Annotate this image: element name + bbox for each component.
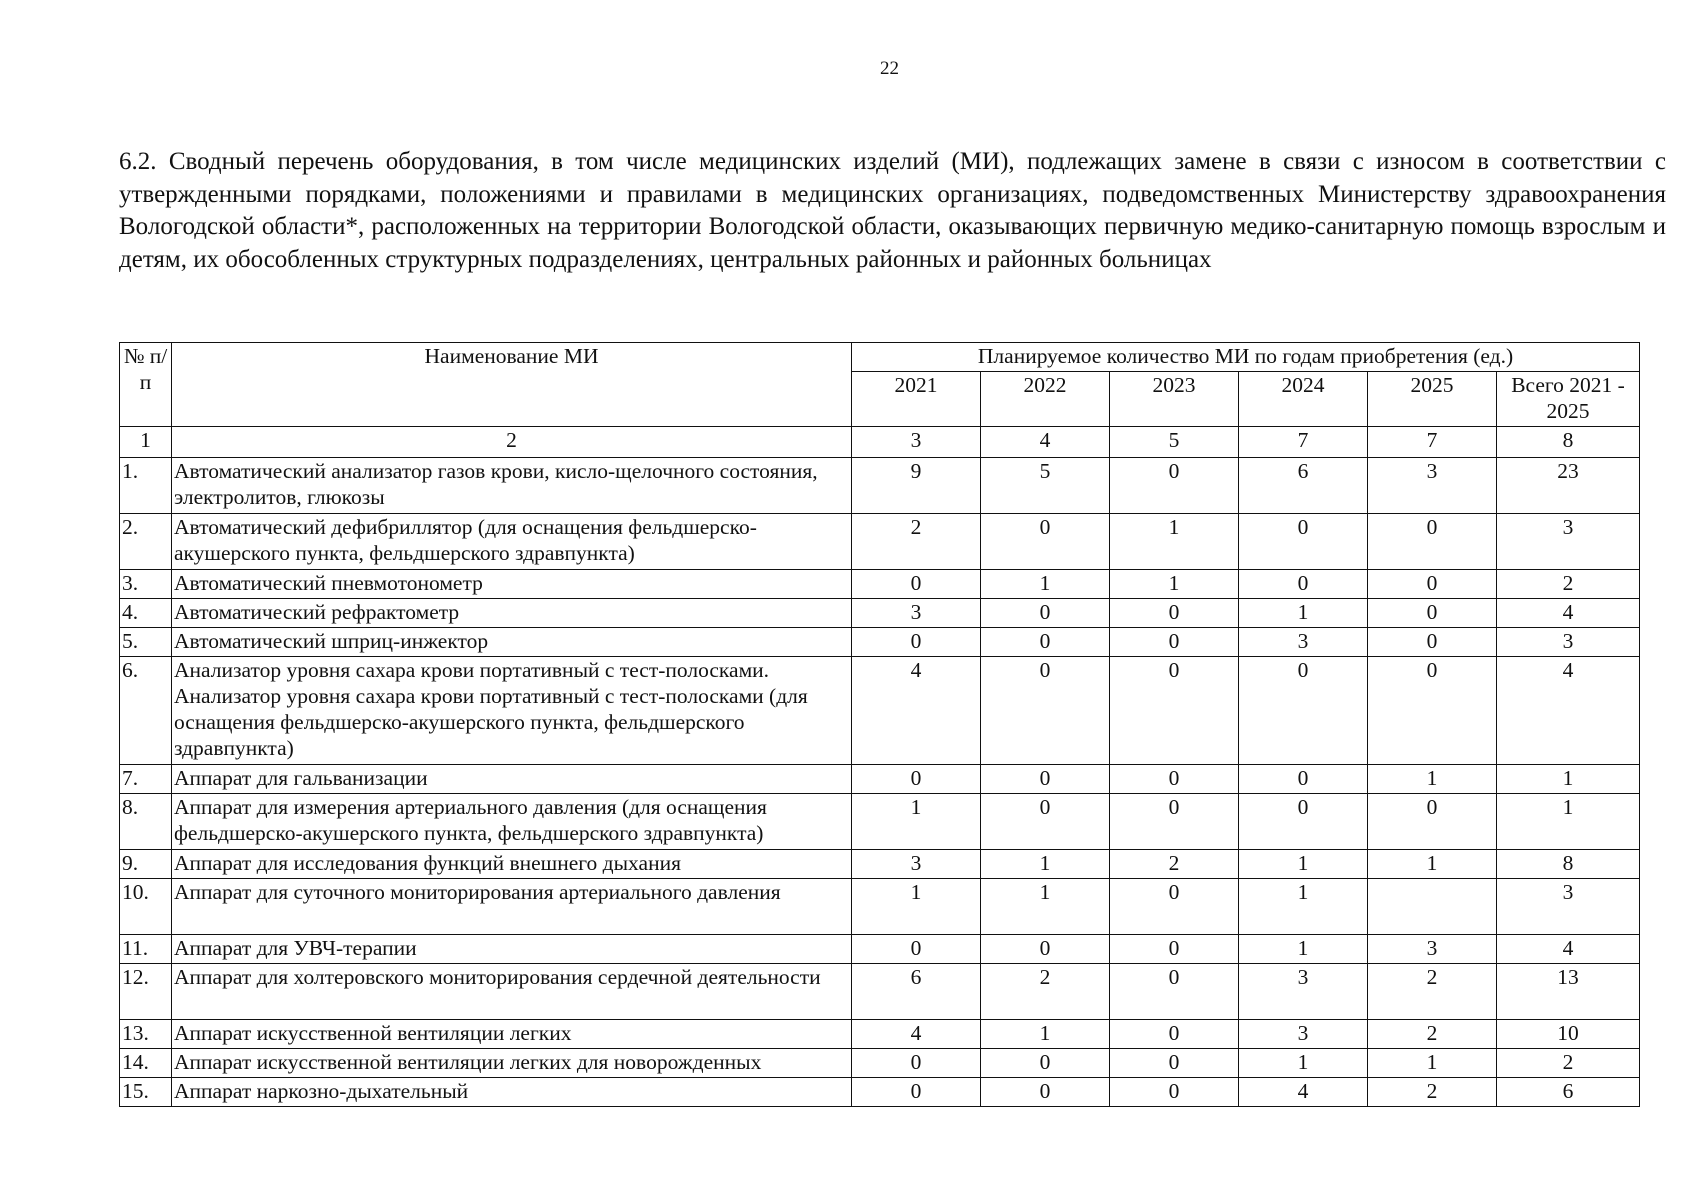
year-cell: 0 bbox=[852, 570, 981, 599]
year-cell: 2 bbox=[1110, 850, 1239, 879]
year-cell: 3 bbox=[852, 850, 981, 879]
year-cell: 3 bbox=[1239, 1020, 1368, 1049]
row-number: 10. bbox=[120, 879, 172, 935]
item-name: Аппарат для измерения артериального давления (для оснащения фельдшерско-акушерского пункта, фельдшерского здравпункта) bbox=[172, 794, 852, 850]
item-name: Анализатор уровня сахара крови портативный с тест-полосками. Анализатор уровня сахара крови портативный с тест-полосками (для оснащения фельдшерско-акушерского пункта, фельдшерского здравпункта) bbox=[172, 657, 852, 765]
item-name: Автоматический рефрактометр bbox=[172, 599, 852, 628]
year-cell: 1 bbox=[1239, 850, 1368, 879]
item-name: Автоматический анализатор газов крови, кисло-щелочного состояния, электролитов, глюкозы bbox=[172, 458, 852, 514]
total-cell: 4 bbox=[1497, 657, 1640, 765]
total-cell: 3 bbox=[1497, 879, 1640, 935]
year-cell: 1 bbox=[1239, 599, 1368, 628]
table-row bbox=[120, 1049, 1640, 1078]
year-cell: 0 bbox=[981, 1049, 1110, 1078]
row-number: 13. bbox=[120, 1020, 172, 1049]
table-row bbox=[120, 458, 1640, 514]
year-cell: 0 bbox=[981, 514, 1110, 570]
year-cell: 0 bbox=[1239, 657, 1368, 765]
item-name: Аппарат наркозно-дыхательный bbox=[172, 1078, 852, 1107]
year-cell: 1 bbox=[1239, 935, 1368, 964]
table-row bbox=[120, 794, 1640, 850]
year-cell: 3 bbox=[1368, 458, 1497, 514]
year-cell: 0 bbox=[981, 935, 1110, 964]
year-cell: 1 bbox=[1239, 1049, 1368, 1078]
year-cell: 5 bbox=[981, 458, 1110, 514]
year-cell: 4 bbox=[852, 1020, 981, 1049]
column-number: 4 bbox=[981, 427, 1110, 458]
total-cell: 10 bbox=[1497, 1020, 1640, 1049]
header-total: Всего 2021 - 2025 bbox=[1497, 372, 1640, 427]
year-cell: 2 bbox=[1368, 1078, 1497, 1107]
year-cell: 9 bbox=[852, 458, 981, 514]
row-number: 14. bbox=[120, 1049, 172, 1078]
year-cell: 0 bbox=[981, 794, 1110, 850]
year-cell: 6 bbox=[852, 964, 981, 1020]
table-row bbox=[120, 1078, 1640, 1107]
total-cell: 6 bbox=[1497, 1078, 1640, 1107]
year-cell: 0 bbox=[852, 628, 981, 657]
header-col-name: Наименование МИ bbox=[172, 343, 852, 427]
year-cell: 0 bbox=[1368, 657, 1497, 765]
year-cell: 0 bbox=[1368, 794, 1497, 850]
total-cell: 4 bbox=[1497, 599, 1640, 628]
column-number: 3 bbox=[852, 427, 981, 458]
year-cell: 1 bbox=[981, 1020, 1110, 1049]
year-cell: 0 bbox=[981, 599, 1110, 628]
table-row bbox=[120, 935, 1640, 964]
table-row bbox=[120, 657, 1640, 765]
year-cell bbox=[1368, 879, 1497, 935]
year-cell: 1 bbox=[1239, 879, 1368, 935]
year-cell: 1 bbox=[1368, 1049, 1497, 1078]
year-cell: 0 bbox=[1110, 599, 1239, 628]
total-cell: 3 bbox=[1497, 628, 1640, 657]
year-cell: 1 bbox=[1368, 765, 1497, 794]
year-cell: 0 bbox=[1110, 879, 1239, 935]
year-cell: 3 bbox=[1239, 964, 1368, 1020]
total-cell: 1 bbox=[1497, 765, 1640, 794]
header-col-group: Планируемое количество МИ по годам приобретения (ед.) bbox=[852, 343, 1640, 372]
table-row bbox=[120, 879, 1640, 935]
year-cell: 0 bbox=[1368, 628, 1497, 657]
row-number: 7. bbox=[120, 765, 172, 794]
year-cell: 1 bbox=[981, 570, 1110, 599]
year-cell: 0 bbox=[1368, 514, 1497, 570]
year-cell: 0 bbox=[1368, 570, 1497, 599]
total-cell: 3 bbox=[1497, 514, 1640, 570]
item-name: Аппарат для УВЧ-терапии bbox=[172, 935, 852, 964]
year-cell: 4 bbox=[852, 657, 981, 765]
header-col-number: № п/п bbox=[120, 343, 172, 427]
item-name: Аппарат для исследования функций внешнего дыхания bbox=[172, 850, 852, 879]
year-cell: 0 bbox=[852, 935, 981, 964]
table-row bbox=[120, 1020, 1640, 1049]
row-number: 15. bbox=[120, 1078, 172, 1107]
table-row bbox=[120, 765, 1640, 794]
year-cell: 2 bbox=[1368, 964, 1497, 1020]
item-name: Аппарат для холтеровского мониторирования сердечной деятельности bbox=[172, 964, 852, 1020]
year-cell: 3 bbox=[1239, 628, 1368, 657]
year-cell: 0 bbox=[981, 1078, 1110, 1107]
year-cell: 3 bbox=[852, 599, 981, 628]
year-cell: 0 bbox=[1110, 765, 1239, 794]
total-cell: 2 bbox=[1497, 1049, 1640, 1078]
table-row bbox=[120, 514, 1640, 570]
total-cell: 1 bbox=[1497, 794, 1640, 850]
header-year: 2025 bbox=[1368, 372, 1497, 427]
table-row bbox=[120, 599, 1640, 628]
row-number: 11. bbox=[120, 935, 172, 964]
column-number: 8 bbox=[1497, 427, 1640, 458]
year-cell: 1 bbox=[1368, 850, 1497, 879]
year-cell: 0 bbox=[1110, 1020, 1239, 1049]
item-name: Автоматический шприц-инжектор bbox=[172, 628, 852, 657]
column-number: 7 bbox=[1239, 427, 1368, 458]
year-cell: 0 bbox=[1110, 964, 1239, 1020]
item-name: Аппарат искусственной вентиляции легких для новорожденных bbox=[172, 1049, 852, 1078]
year-cell: 0 bbox=[1239, 514, 1368, 570]
year-cell: 0 bbox=[1239, 765, 1368, 794]
year-cell: 0 bbox=[1110, 458, 1239, 514]
year-cell: 1 bbox=[852, 879, 981, 935]
year-cell: 0 bbox=[852, 1078, 981, 1107]
header-year: 2021 bbox=[852, 372, 981, 427]
table-row bbox=[120, 628, 1640, 657]
table-row bbox=[120, 964, 1640, 1020]
header-year: 2023 bbox=[1110, 372, 1239, 427]
year-cell: 0 bbox=[1239, 794, 1368, 850]
header-year: 2022 bbox=[981, 372, 1110, 427]
equipment-table bbox=[119, 342, 1640, 1107]
year-cell: 0 bbox=[1110, 1078, 1239, 1107]
row-number: 3. bbox=[120, 570, 172, 599]
year-cell: 0 bbox=[1110, 794, 1239, 850]
year-cell: 0 bbox=[852, 765, 981, 794]
item-name: Аппарат искусственной вентиляции легких bbox=[172, 1020, 852, 1049]
item-name: Аппарат для суточного мониторирования артериального давления bbox=[172, 879, 852, 935]
row-number: 12. bbox=[120, 964, 172, 1020]
year-cell: 1 bbox=[981, 850, 1110, 879]
section-heading: 6.2. Сводный перечень оборудования, в том числе медицинских изделий (МИ), подлежащих замене в связи с износом в соответствии с утвержденными порядками, положениями и правилами в медицинских организациях, подведомственных Министерству здравоохранения Вологодской области*, расположенных на территории Вологодской области, оказывающих первичную медико-санитарную помощь взрослым и детям, их обособленных структурных подразделениях, центральных районных и районных больницах bbox=[119, 148, 1666, 273]
year-cell: 0 bbox=[1110, 935, 1239, 964]
row-number: 1. bbox=[120, 458, 172, 514]
page-number: 22 bbox=[880, 58, 899, 79]
year-cell: 2 bbox=[1368, 1020, 1497, 1049]
year-cell: 0 bbox=[981, 657, 1110, 765]
year-cell: 0 bbox=[981, 628, 1110, 657]
row-number: 8. bbox=[120, 794, 172, 850]
row-number: 4. bbox=[120, 599, 172, 628]
item-name: Аппарат для гальванизации bbox=[172, 765, 852, 794]
column-number: 5 bbox=[1110, 427, 1239, 458]
year-cell: 1 bbox=[1110, 514, 1239, 570]
column-number: 1 bbox=[120, 427, 172, 458]
year-cell: 1 bbox=[1110, 570, 1239, 599]
table-row bbox=[120, 850, 1640, 879]
row-number: 9. bbox=[120, 850, 172, 879]
year-cell: 3 bbox=[1368, 935, 1497, 964]
year-cell: 2 bbox=[981, 964, 1110, 1020]
row-number: 2. bbox=[120, 514, 172, 570]
row-number: 5. bbox=[120, 628, 172, 657]
item-name: Автоматический дефибриллятор (для оснащения фельдшерско-акушерского пункта, фельдшерского здравпункта) bbox=[172, 514, 852, 570]
year-cell: 0 bbox=[981, 765, 1110, 794]
year-cell: 0 bbox=[1239, 570, 1368, 599]
total-cell: 8 bbox=[1497, 850, 1640, 879]
total-cell: 2 bbox=[1497, 570, 1640, 599]
year-cell: 0 bbox=[1368, 599, 1497, 628]
table-row bbox=[120, 570, 1640, 599]
column-number: 7 bbox=[1368, 427, 1497, 458]
year-cell: 2 bbox=[852, 514, 981, 570]
item-name: Автоматический пневмотонометр bbox=[172, 570, 852, 599]
year-cell: 4 bbox=[1239, 1078, 1368, 1107]
total-cell: 4 bbox=[1497, 935, 1640, 964]
year-cell: 0 bbox=[1110, 657, 1239, 765]
total-cell: 13 bbox=[1497, 964, 1640, 1020]
column-number: 2 bbox=[172, 427, 852, 458]
total-cell: 23 bbox=[1497, 458, 1640, 514]
header-year: 2024 bbox=[1239, 372, 1368, 427]
row-number: 6. bbox=[120, 657, 172, 765]
year-cell: 1 bbox=[981, 879, 1110, 935]
year-cell: 0 bbox=[1110, 1049, 1239, 1078]
year-cell: 0 bbox=[852, 1049, 981, 1078]
year-cell: 1 bbox=[852, 794, 981, 850]
year-cell: 0 bbox=[1110, 628, 1239, 657]
year-cell: 6 bbox=[1239, 458, 1368, 514]
